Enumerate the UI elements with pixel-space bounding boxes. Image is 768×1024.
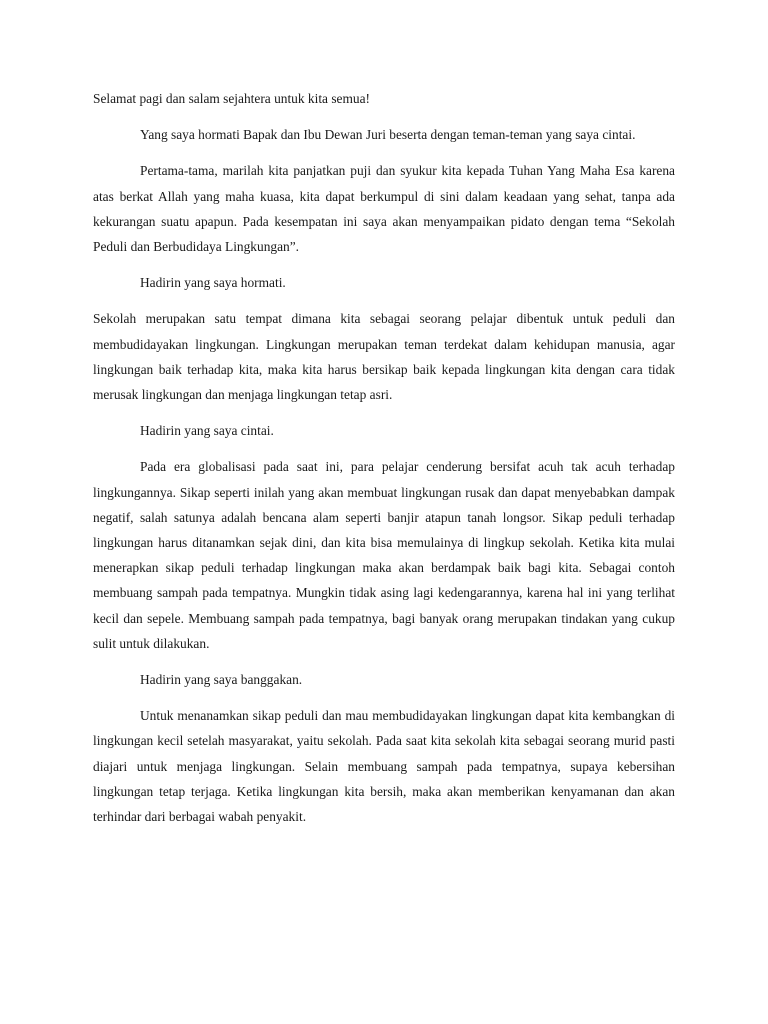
- globalization-paragraph: Pada era globalisasi pada saat ini, para pelajar cenderung bersifat acuh tak acuh terhadap lingkungannya. Sikap seperti inilah yang akan membuat lingkungan rusak dan dapat menyebabkan dampak negatif, salah satunya adalah bencana alam seperti banjir atapun tanah longsor. Sikap peduli terhadap lingkungan harus ditanamkan sejak dini, dan kita bisa memulainya di lingkup sekolah. Ketika kita mulai menerapkan sikap peduli terhadap lingkungan maka akan berdampak baik bagi kita. Sebagai contoh membuang sampah pada tempatnya. Mungkin tidak asing lagi kedengarannya, karena hal ini yang terlihat kecil dan sepele. Membuang sampah pada tempatnya, bagi banyak orang merupakan tindakan yang cukup sulit untuk dilakukan.: [93, 459, 675, 651]
- document-page: [93, 86, 675, 840]
- opening-paragraph: Pertama-tama, marilah kita panjatkan puji dan syukur kita kepada Tuhan Yang Maha Esa karena atas berkat Allah yang maha kuasa, kita dapat berkumpul di sini dalam keadaan yang sehat, tanpa ada kekurangan suatu apapun. Pada kesempatan ini saya akan menyampaikan pidato dengan tema “Sekolah Peduli dan Berbudidaya Lingkungan”.: [93, 163, 675, 255]
- address-line-banggakan: Hadirin yang saya banggakan.: [140, 672, 303, 688]
- greeting-paragraph: Selamat pagi dan salam sejahtera untuk kita semua!: [93, 91, 371, 106]
- salutation-paragraph: Yang saya hormati Bapak dan Ibu Dewan Juri beserta dengan teman-teman yang saya cintai.: [140, 127, 636, 143]
- address-line-hormati: Hadirin yang saya hormati.: [140, 275, 286, 291]
- cultivation-paragraph: Untuk menanamkan sikap peduli dan mau membudidayakan lingkungan dapat kita kembangkan di lingkungan kecil setelah masyarakat, yaitu sekolah. Pada saat kita sekolah kita sebagai seorang murid pasti diajari untuk menjaga lingkungan. Selain membuang sampah pada tempatnya, supaya kebersihan lingkungan tetap terjaga. Ketika lingkungan kita bersih, maka akan memberikan kenyamanan dan akan terhindar dari berbagai wabah penyakit.: [93, 708, 675, 825]
- address-line-cintai: Hadirin yang saya cintai.: [140, 423, 274, 439]
- school-paragraph: Sekolah merupakan satu tempat dimana kita sebagai seorang pelajar dibentuk untuk peduli dan membudidayakan lingkungan. Lingkungan merupakan teman terdekat dalam kehidupan manusia, agar lingkungan baik terhadap kita, maka kita harus bersikap baik kepada lingkungan kita dengan cara tidak merusak lingkungan dan menjaga lingkungan tetap asri.: [93, 311, 675, 403]
